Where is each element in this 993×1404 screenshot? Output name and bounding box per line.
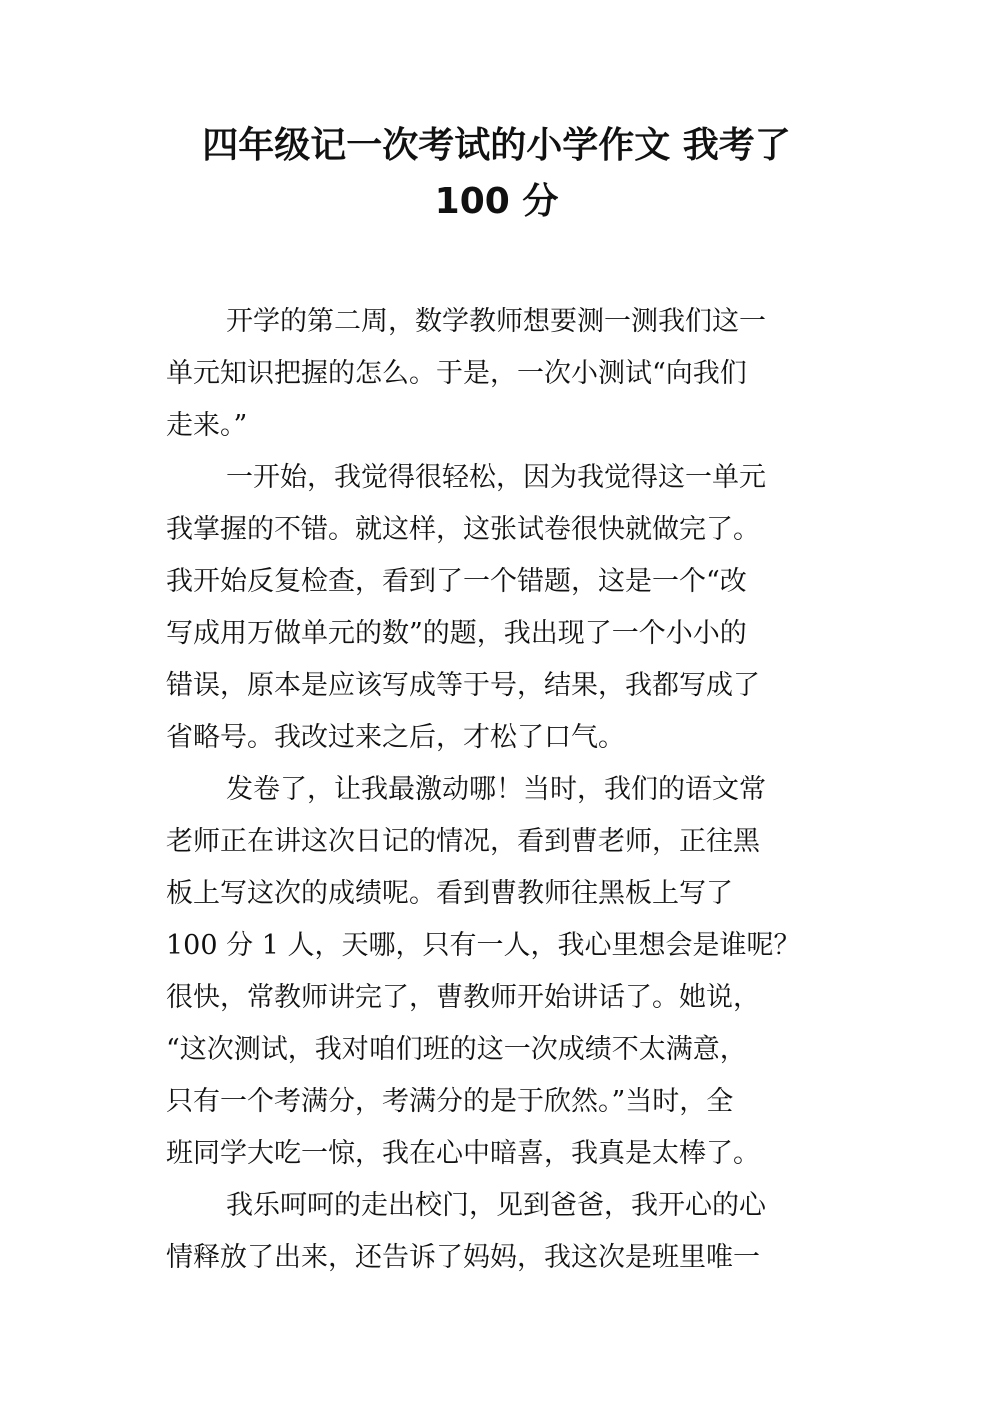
body-line-16: 只有一个考满分，考满分的是于欣然。”当时，全	[166, 1086, 734, 1117]
body-line-9: 省略号。我改过来之后，才松了口气。	[166, 722, 625, 753]
title-line-1: 四年级记一次考试的小学作文 我考了	[202, 125, 791, 166]
title-line-2: 100 分	[434, 181, 559, 222]
body-line-3: 走来。”	[166, 410, 248, 441]
body-line-12: 板上写这次的成绩呢。看到曹教师往黑板上写了	[166, 878, 733, 909]
body-line-13: 100 分 1 人，天哪，只有一人，我心里想会是谁呢？	[166, 930, 801, 961]
body-line-1: 开学的第二周，数学教师想要测一测我们这一	[226, 306, 766, 337]
body-line-4: 一开始，我觉得很轻松，因为我觉得这一单元	[226, 462, 766, 493]
document-title	[140, 118, 853, 230]
body-line-8: 错误，原本是应该写成等于号，结果，我都写成了	[166, 670, 760, 701]
body-line-6: 我开始反复检查，看到了一个错题，这是一个“改	[166, 566, 747, 597]
body-line-18: 我乐呵呵的走出校门，见到爸爸，我开心的心	[226, 1190, 766, 1221]
body-line-2: 单元知识把握的怎么。于是，一次小测试“向我们	[166, 358, 747, 389]
body-line-14: 很快，常教师讲完了，曹教师开始讲话了。她说，	[166, 982, 760, 1013]
body-line-7: 写成用万做单元的数”的题，我出现了一个小小的	[166, 618, 747, 649]
body-line-11: 老师正在讲这次日记的情况，看到曹老师，正往黑	[166, 826, 760, 857]
body-line-5: 我掌握的不错。就这样，这张试卷很快就做完了。	[166, 514, 760, 545]
body-line-19: 情释放了出来，还告诉了妈妈，我这次是班里唯一	[166, 1242, 760, 1273]
body-line-15: “这次测试，我对咱们班的这一次成绩不太满意，	[166, 1034, 747, 1065]
body-line-17: 班同学大吃一惊，我在心中暗喜，我真是太棒了。	[166, 1138, 760, 1169]
body-line-10: 发卷了，让我最激动哪！当时，我们的语文常	[226, 774, 766, 805]
